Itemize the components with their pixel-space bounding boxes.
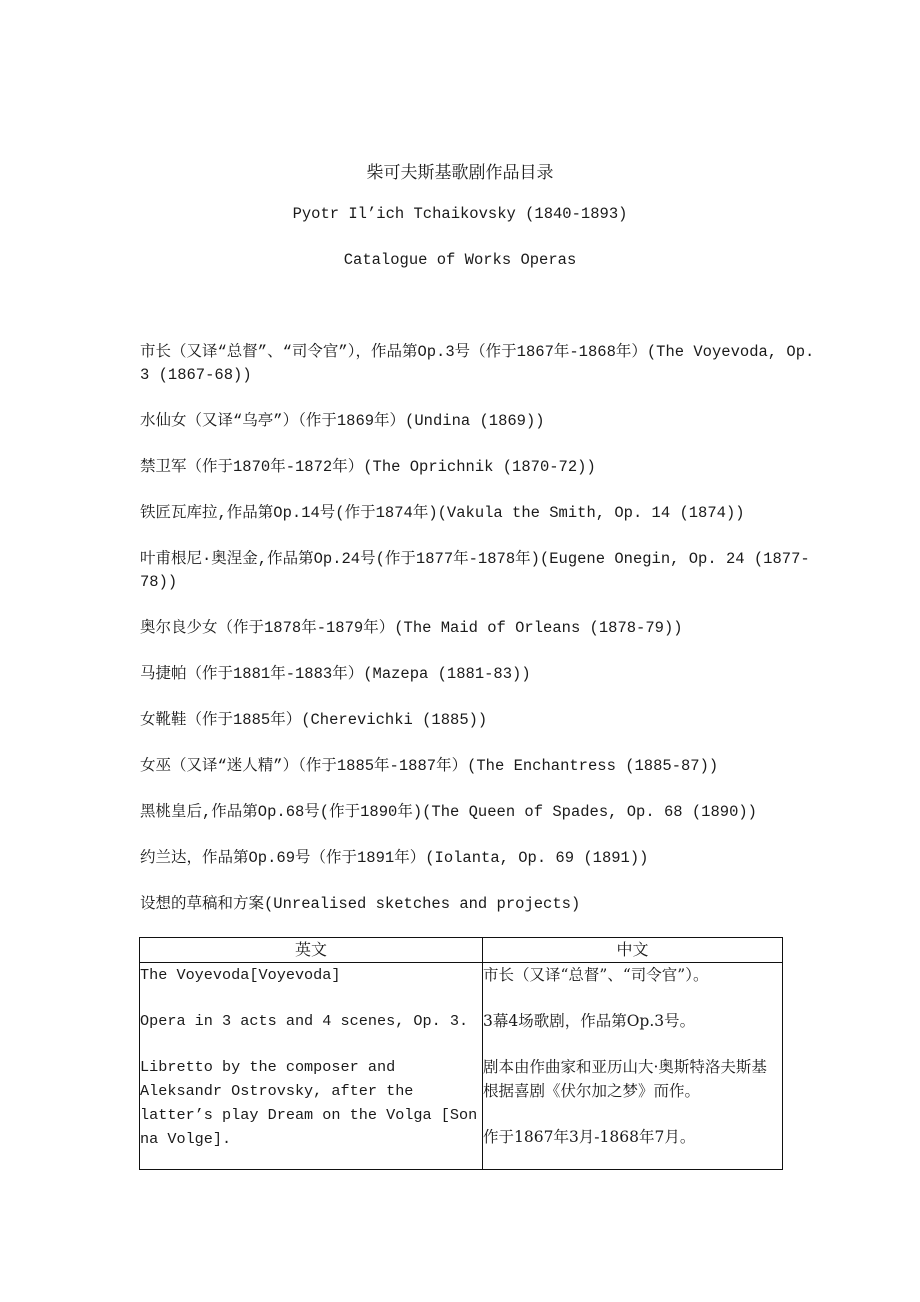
catalog-table (139, 937, 783, 1170)
english-title: The Voyevoda[Voyevoda] (140, 966, 341, 984)
list-item: 马捷帕（作于1881年-1883年）(Mazepa (1881-83)) (140, 665, 531, 683)
chinese-libretto: 剧本由作曲家和亚历山大·奥斯特洛夫斯基根据喜剧《伏尔加之梦》而作。 (483, 1058, 767, 1100)
list-item: 禁卫军（作于1870年-1872年）(The Oprichnik (1870-72)) (140, 458, 596, 476)
english-cell (140, 963, 483, 1170)
list-item: 水仙女（又译“乌亭”）（作于1869年）(Undina (1869)) (140, 412, 545, 430)
section-heading-unrealised: 设想的草稿和方案(Unrealised sketches and projects) (140, 895, 581, 913)
table-header-row (140, 938, 783, 963)
english-libretto: Libretto by the composer and Aleksandr Ostrovsky, after the latter’s play Dream on the Volga [Son na Volge]. (140, 1058, 478, 1148)
list-item: 铁匠瓦库拉,作品第Op.14号(作于1874年)(Vakula the Smith, Op. 14 (1874)) (140, 504, 745, 522)
list-item: 叶甫根尼·奥涅金,作品第Op.24号(作于1877年-1878年)(Eugene Onegin, Op. 24 (1877-78)) (140, 550, 810, 591)
document-title: 柴可夫斯基歌剧作品目录 (366, 163, 554, 183)
list-item: 约兰达，作品第Op.69号（作于1891年）(Iolanta, Op. 69 (1891)) (140, 849, 649, 867)
english-form: Opera in 3 acts and 4 scenes, Op. 3. (140, 1012, 469, 1030)
column-header-english: 英文 (140, 938, 483, 963)
table-row (140, 963, 783, 1170)
list-item: 奥尔良少女（作于1878年-1879年）(The Maid of Orleans (1878-79)) (140, 619, 683, 637)
list-item: 女巫（又译“迷人精”）（作于1885年-1887年）(The Enchantress (1885-87)) (140, 757, 719, 775)
chinese-form: 3幕4场歌剧，作品第Op.3号。 (483, 1012, 696, 1030)
list-item: 黑桃皇后,作品第Op.68号(作于1890年)(The Queen of Spades, Op. 68 (1890)) (140, 803, 757, 821)
list-item: 市长（又译“总督”、“司令官”），作品第Op.3号（作于1867年-1868年）(The Voyevoda, Op. 3 (1867-68)) (140, 343, 815, 384)
composer-line: Pyotr Il’ich Tchaikovsky (1840-1893) (292, 205, 628, 223)
works-list (140, 341, 820, 939)
chinese-title: 市长（又译“总督”、“司令官”）。 (483, 966, 709, 984)
list-item: 女靴鞋（作于1885年）(Cherevichki (1885)) (140, 711, 488, 729)
chinese-date: 作于1867年3月-1868年7月。 (483, 1128, 696, 1146)
chinese-cell (483, 963, 783, 1170)
catalogue-subtitle: Catalogue of Works Operas (343, 251, 577, 269)
column-header-chinese: 中文 (483, 938, 783, 963)
